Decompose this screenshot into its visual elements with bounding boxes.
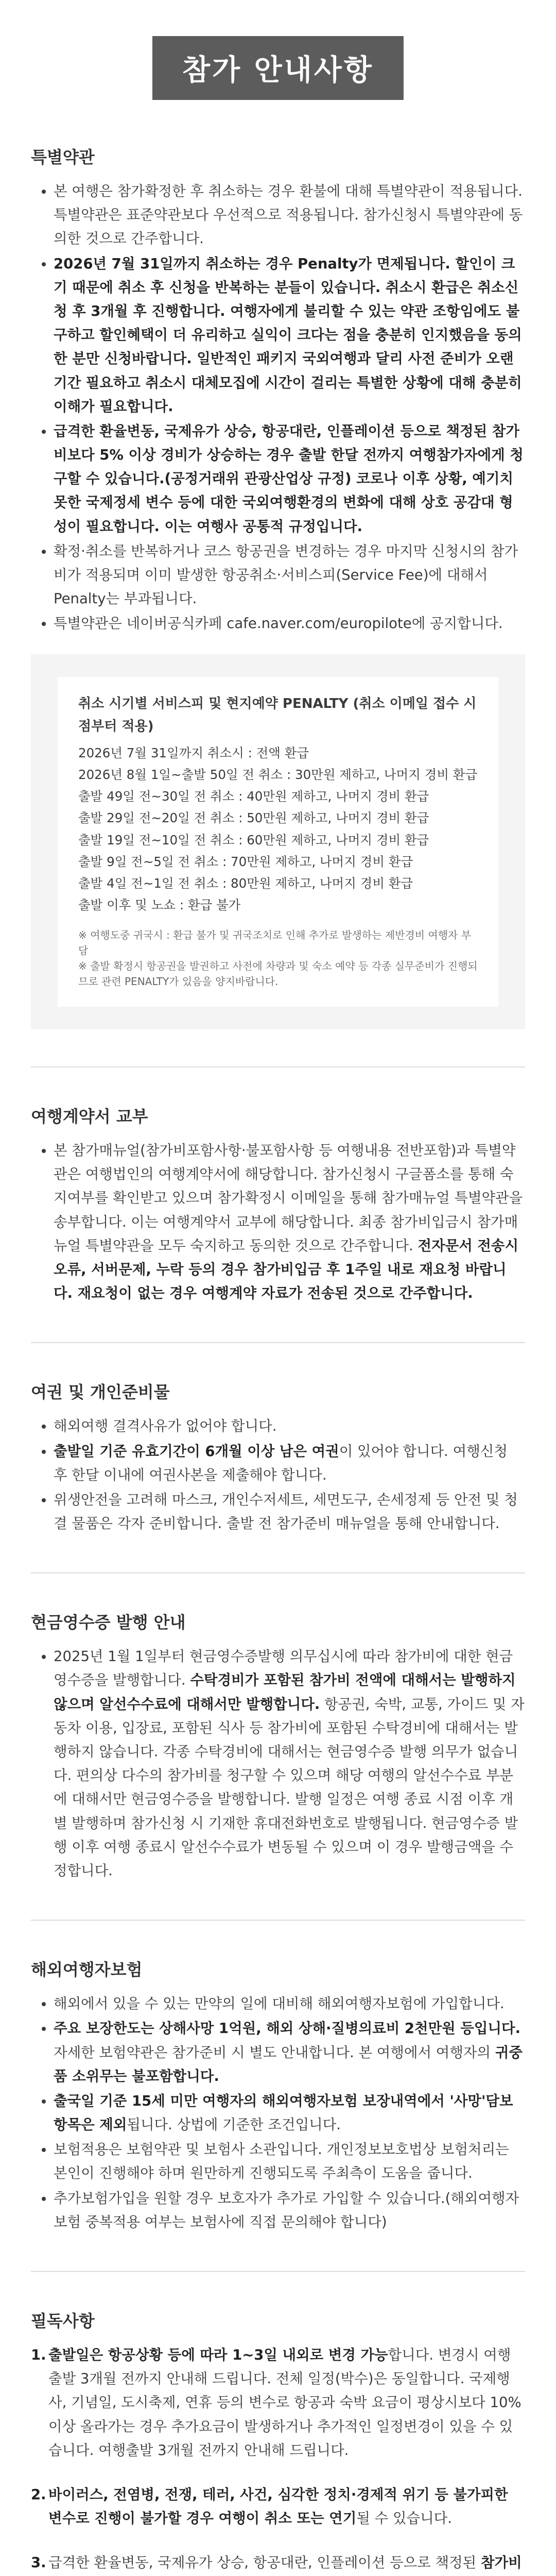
item-emphasis: 수탁경비가 포함된 참가비 전액에 대해서는 발행하지 않으며 알선수수료에 대해서만 발행합니다. xyxy=(54,1672,516,1713)
penalty-line: 출발 49일 전~30일 전 취소 : 40만원 제하고, 나머지 경비 환급 xyxy=(78,789,429,804)
list-item xyxy=(54,252,525,418)
list-item xyxy=(54,2138,525,2185)
item-emphasis: 바이러스, 전염병, 전쟁, 테러, 사건, 심각한 정치·경제적 위기 등 불가피한 변수로 진행이 불가할 경우 여행이 취소 또는 연기 xyxy=(48,2486,508,2527)
item-text: 위생안전을 고려해 마스크, 개인수저세트, 세면도구, 손세정제 등 안전 및 청결 물품은 각자 준비합니다. 출발 전 참가준비 매뉴얼을 통해 안내합니다. xyxy=(54,1491,518,1532)
contract-section xyxy=(31,1104,525,1305)
section-heading: 여권 및 개인준비물 xyxy=(31,1382,170,1402)
bullet-list xyxy=(31,1414,525,1535)
penalty-line: 출발 이후 및 노쇼 : 환급 불가 xyxy=(78,897,241,912)
penalty-line: 2026년 8월 1일~출발 50일 전 취소 : 30만원 제하고, 나머지 경비 환급 xyxy=(78,767,478,783)
item-emphasis: 출국일 기준 15세 미만 여행자의 해외여행자보험 보장내역에서 '사망'담보항목은 제외 xyxy=(54,2092,513,2133)
item-text: 확정·취소를 반복하거나 코스 항공권을 변경하는 경우 마지막 신청시의 참가비가 적용되며 이미 발생한 항공취소·서비스피(Service Fee)에 대해서 Penalty는 부과됩니다. xyxy=(54,543,518,607)
section-divider xyxy=(31,2271,525,2272)
passport-section xyxy=(31,1379,525,1535)
page-title: 참가 안내사항 xyxy=(152,36,404,100)
penalty-line: 출발 19일 전~10일 전 취소 : 60만원 제하고, 나머지 경비 환급 xyxy=(78,832,429,848)
section-divider xyxy=(31,1066,525,1067)
numbered-list xyxy=(31,2343,525,2576)
list-item xyxy=(54,1488,525,1535)
list-item xyxy=(54,1992,525,2015)
item-text: 본 여행은 참가확정한 후 취소하는 경우 환불에 대해 특별약관이 적용됩니다. 특별약관은 표준약관보다 우선적으로 적용됩니다. 참가신청시 특별약관에 동의한 것으로 간주합니다. xyxy=(54,183,523,247)
item-text: 이 있어야 합니다. 여행신청 후 한달 이내에 여권사본을 제출해야 합니다. xyxy=(54,1443,508,1483)
list-item xyxy=(54,1414,525,1438)
section-heading: 현금영수증 발행 안내 xyxy=(31,1613,186,1633)
list-item xyxy=(31,2551,525,2576)
list-item xyxy=(31,2483,525,2530)
section-divider xyxy=(31,1920,525,1921)
receipt-section xyxy=(31,1609,525,1883)
note-line: ※ 여행도중 귀국시 : 환급 불가 및 귀국조치로 인해 추가로 발생하는 제반경비 여행자 부담 xyxy=(78,929,472,957)
list-item xyxy=(54,179,525,251)
content xyxy=(0,144,556,2576)
must-read-section xyxy=(31,2308,525,2576)
penalty-box xyxy=(58,677,498,1007)
item-text: 될 수 있습니다. xyxy=(356,2510,452,2527)
bullet-list xyxy=(31,1992,525,2234)
item-text: 항공권, 숙박, 교통, 가이드 및 자동차 이용, 입장료, 포함된 식사 등 참가비에 포함된 수탁경비에 대해서는 발행하지 않습니다. 각종 수탁경비에 대해서는 현금영수증 발행 의무가 없습니다. 편의상 다수의 참가비를 청구할 수 있으며 해당 여행의 알선수수료 부분에 대해서만 현금영수증을 발행합니다. 발행 일정은 여행 종료 시점 이후 개별 발행하며 참가신청 시 기재한 휴대전화번호로 발행됩니다. 현금영수증 발행 이후 여행 종료시 알선수수료가 변동될 수 있으며 이 경우 발행금액을 수정합니다. xyxy=(54,1696,525,1879)
item-text: 됩니다. 상법에 기준한 조건입니다. xyxy=(127,2116,341,2133)
item-text: 본 참가매뉴얼(참가비포함사항·불포함사항 등 여행내용 전반포함)과 특별약관은 여행법인의 여행계약서에 해당합니다. 참가신청시 구글폼소를 통해 숙지여부를 확인받고 있으며 참가확정시 이메일을 통해 참가매뉴얼 특별약관을 송부합니다. 이는 여행계약서 교부에 해당합니다. 최종 참가비입금시 참가매뉴얼 특별약관을 모두 숙지하고 동의한 것으로 간주합니다. xyxy=(54,1142,523,1254)
list-item xyxy=(54,612,525,635)
list-item xyxy=(31,2343,525,2462)
note-line: ※ 출발 확정시 항공권을 발권하고 사전에 차량과 및 숙소 예약 등 각종 실무준비가 진행되므로 관련 PENALTY가 있음을 양지바랍니다. xyxy=(78,960,478,988)
penalty-note xyxy=(78,927,478,989)
section-divider xyxy=(31,1572,525,1573)
item-emphasis: 2026년 7월 31일까지 취소하는 경우 Penalty가 면제됩니다. 할인이 크기 때문에 취소 후 신청을 반복하는 분들이 있습니다. 취소시 환급은 취소신청 후 3개월 후 진행합니다. 여행자에게 불리할 수 있는 약관 조항임에도 불구하고 할인혜택이 더 유리하고 실익이 크다는 점을 충분히 인지했음을 동의한 분만 신청바랍니다. 일반적인 패키지 국외여행과 달리 사전 준비가 오랜 기간 필요하고 취소시 대체모집에 시간이 걸리는 특별한 상황에 대해 충분히 이해가 필요합니다. xyxy=(54,255,522,415)
item-text: 보험적용은 보험약관 및 보험사 소관입니다. 개인정보보호법상 보험처리는 본인이 진행해야 하며 원만하게 진행되도록 주최측이 도움을 줍니다. xyxy=(54,2141,509,2182)
item-emphasis: 출발일은 항공상황 등에 따라 1~3일 내외로 변경 가능 xyxy=(48,2347,388,2363)
section-heading: 여행계약서 교부 xyxy=(31,1107,148,1126)
item-emphasis: 전자문서 전송시 오류, 서버문제, 누락 등의 경우 참가비입금 후 1주일 내로 재요청 바랍니다. 재요청이 없는 경우 여행계약 자료가 전송된 것으로 간주합니다. xyxy=(54,1237,519,1302)
item-number: 3. xyxy=(31,2554,46,2571)
section-heading: 필독사항 xyxy=(31,2311,95,2331)
list-item xyxy=(54,1439,525,1487)
item-emphasis: 급격한 환율변동, 국제유가 상승, 항공대란, 인플레이션 등으로 책정된 참가비보다 5% 이상 경비가 상승하는 경우 출발 한달 전까지 여행참가자에게 청구할 수 있습니다.(공정거래위 관광산업상 규정) 코로나 이후 상황, 예기치 못한 국제정세 변수 등에 대한 국외여행환경의 변화에 대해 상호 공감대 형성이 필요합니다. 이는 여행사 공통적 규정입니다. xyxy=(54,422,524,535)
special-terms-section xyxy=(31,144,525,1029)
item-text: 해외에서 있을 수 있는 만약의 일에 대비해 해외여행자보험에 가입합니다. xyxy=(54,1995,505,2012)
penalty-title: 취소 시기별 서비스피 및 현지예약 PENALTY (취소 이메일 접수 시점부터 적용) xyxy=(78,696,477,735)
list-item xyxy=(54,2187,525,2234)
item-emphasis: 주요 보장한도는 상해사망 1억원, 해외 상해·질병의료비 2천만원 등입니다. xyxy=(54,2020,521,2037)
penalty-line: 출발 29일 전~20일 전 취소 : 50만원 제하고, 나머지 경비 환급 xyxy=(78,810,429,826)
item-text: 합니다. 변경시 여행 출발 3개월 전까지 안내해 드립니다. 전체 일정(박수)은 동일합니다. 국제행사, 기념일, 도시축제, 연휴 등의 변수로 항공과 숙박 요금이 평상시보다 10% 이상 올라가는 경우 추가요금이 발생하거나 추가적인 일정변경이 있을 수 있습니다. 여행출발 3개월 전까지 안내해 드립니다. xyxy=(48,2347,522,2459)
list-item xyxy=(54,419,525,538)
section-heading: 해외여행자보험 xyxy=(31,1960,143,1980)
bullet-list xyxy=(31,1645,525,1883)
list-item xyxy=(54,539,525,611)
item-number: 1. xyxy=(31,2347,46,2363)
penalty-line: 출발 9일 전~5일 전 취소 : 70만원 제하고, 나머지 경비 환급 xyxy=(78,854,413,869)
bullet-list xyxy=(31,1139,525,1305)
item-text: 해외여행 결격사유가 없어야 합니다. xyxy=(54,1418,277,1435)
item-text: 특별약관은 네이버공식카페 cafe.naver.com/europilote에 공지합니다. xyxy=(54,615,503,632)
penalty-box-wrapper xyxy=(31,654,525,1029)
item-text: 급격한 환율변동, 국제유가 상승, 항공대란, 인플레이션 등으로 책정된 xyxy=(48,2554,481,2571)
section-divider xyxy=(31,1342,525,1343)
list-item xyxy=(54,2089,525,2137)
item-emphasis: 귀중품 소위무는 불포함합니다. xyxy=(54,2044,523,2084)
item-text: 2025년 1월 1일부터 현금영수증발행 의무십시에 따라 참가비에 대한 현금영수증을 발행합니다. xyxy=(54,1648,513,1689)
bullet-list xyxy=(31,179,525,636)
item-emphasis: 참가비 xyxy=(480,2554,522,2571)
insurance-section xyxy=(31,1957,525,2234)
item-emphasis: 출발일 기준 유효기간이 6개월 이상 남은 여권 xyxy=(54,1443,339,1460)
item-text: 추가보험가입을 원할 경우 보호자가 추가로 가입할 수 있습니다.(해외여행자보험 중복적용 여부는 보험사에 직접 문의해야 합니다) xyxy=(54,2190,519,2230)
list-item xyxy=(54,1139,525,1305)
item-text: 자세한 보험약관은 참가준비 시 별도 안내합니다. 본 여행에서 여행자의 xyxy=(54,2044,495,2061)
list-item xyxy=(54,2016,525,2088)
penalty-line: 출발 4일 전~1일 전 취소 : 80만원 제하고, 나머지 경비 환급 xyxy=(78,875,413,891)
list-item xyxy=(54,1645,525,1883)
item-number: 2. xyxy=(31,2486,46,2503)
section-heading: 특별약관 xyxy=(31,147,95,167)
header xyxy=(0,0,556,144)
penalty-line: 2026년 7월 31일까지 취소시 : 전액 환급 xyxy=(78,745,309,760)
